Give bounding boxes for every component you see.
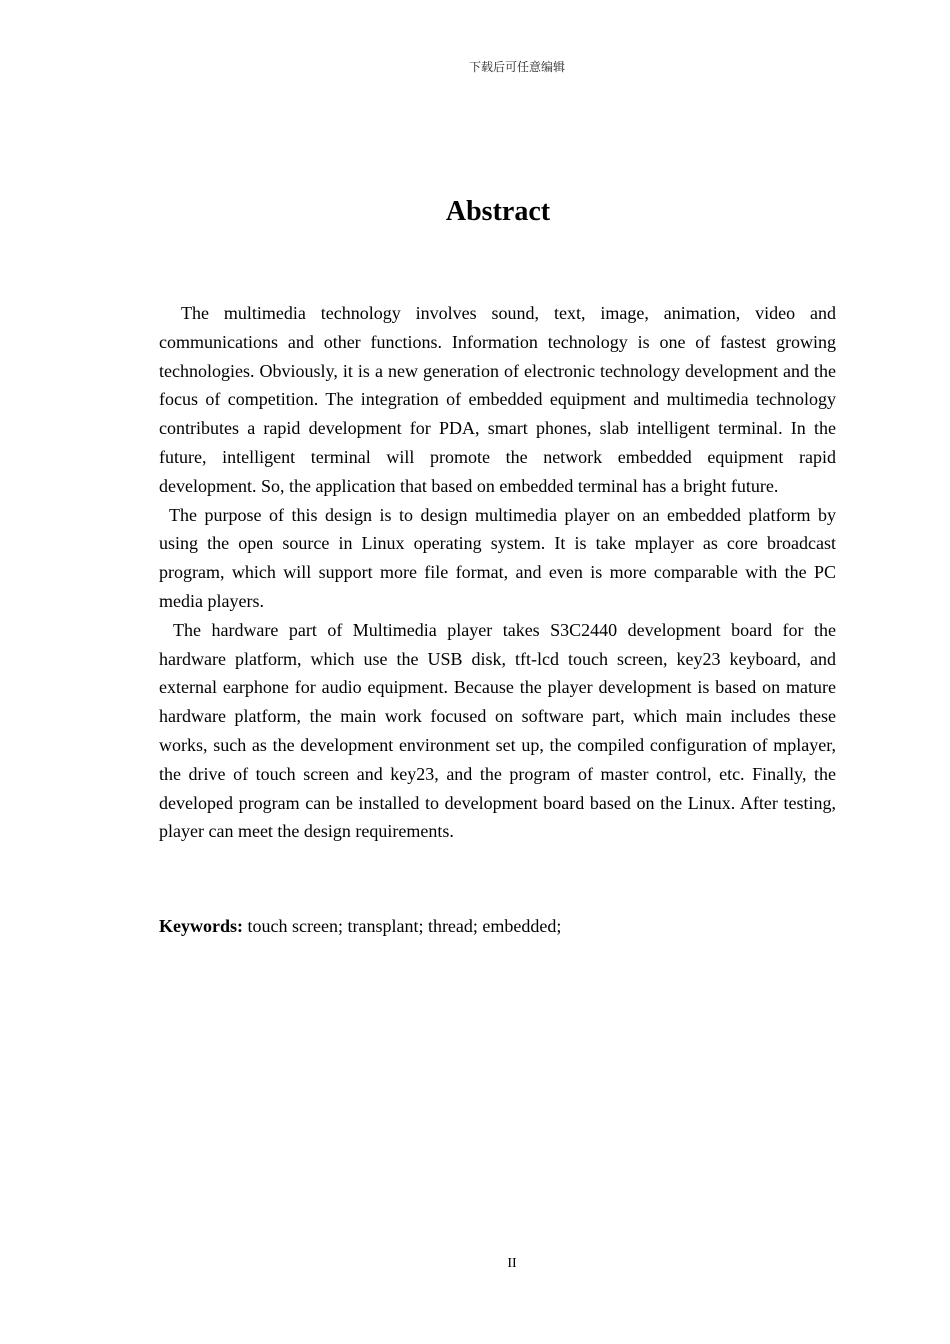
page-number: II [507,1256,517,1271]
abstract-paragraph-1: The multimedia technology involves sound, text, image, animation, video and communications and other functions. Information technology is one of fastest growing technologies. Obviously, it is a new generation of electronic technology development and the focus of competition. The integration of embedded equipment and multimedia technology contributes a rapid development for PDA, smart phones, slab intelligent terminal. In the future, intelligent terminal will promote the network embedded equipment rapid development. So, the application that based on embedded terminal has a bright future. [159,303,836,496]
keywords-label: Keywords: [159,916,243,936]
abstract-paragraph-3: The hardware part of Multimedia player takes S3C2440 development board for the hardware platform, which use the USB disk, tft-lcd touch screen, key23 keyboard, and external earphone for audio equipment. Because the player development is based on mature hardware platform, the main work focused on software part, which main includes these works, such as the development environment set up, the compiled configuration of mplayer, the drive of touch screen and key23, and the program of master control, etc. Finally, the developed program can be installed to development board based on the Linux. After testing, player can meet the design requirements. [159,619,836,842]
abstract-body [159,299,836,846]
keywords-line [159,912,836,941]
keywords-value: touch screen; transplant; thread; embedded; [247,916,562,936]
abstract-paragraph-2: The purpose of this design is to design multimedia player on an embedded platform by using the open source in Linux operating system. It is take mplayer as core broadcast program, which will support more file format, and even is more comparable with the PC media players. [159,504,836,611]
page-title: Abstract [445,196,551,227]
header-note: 下载后可任意编辑 [468,60,565,74]
